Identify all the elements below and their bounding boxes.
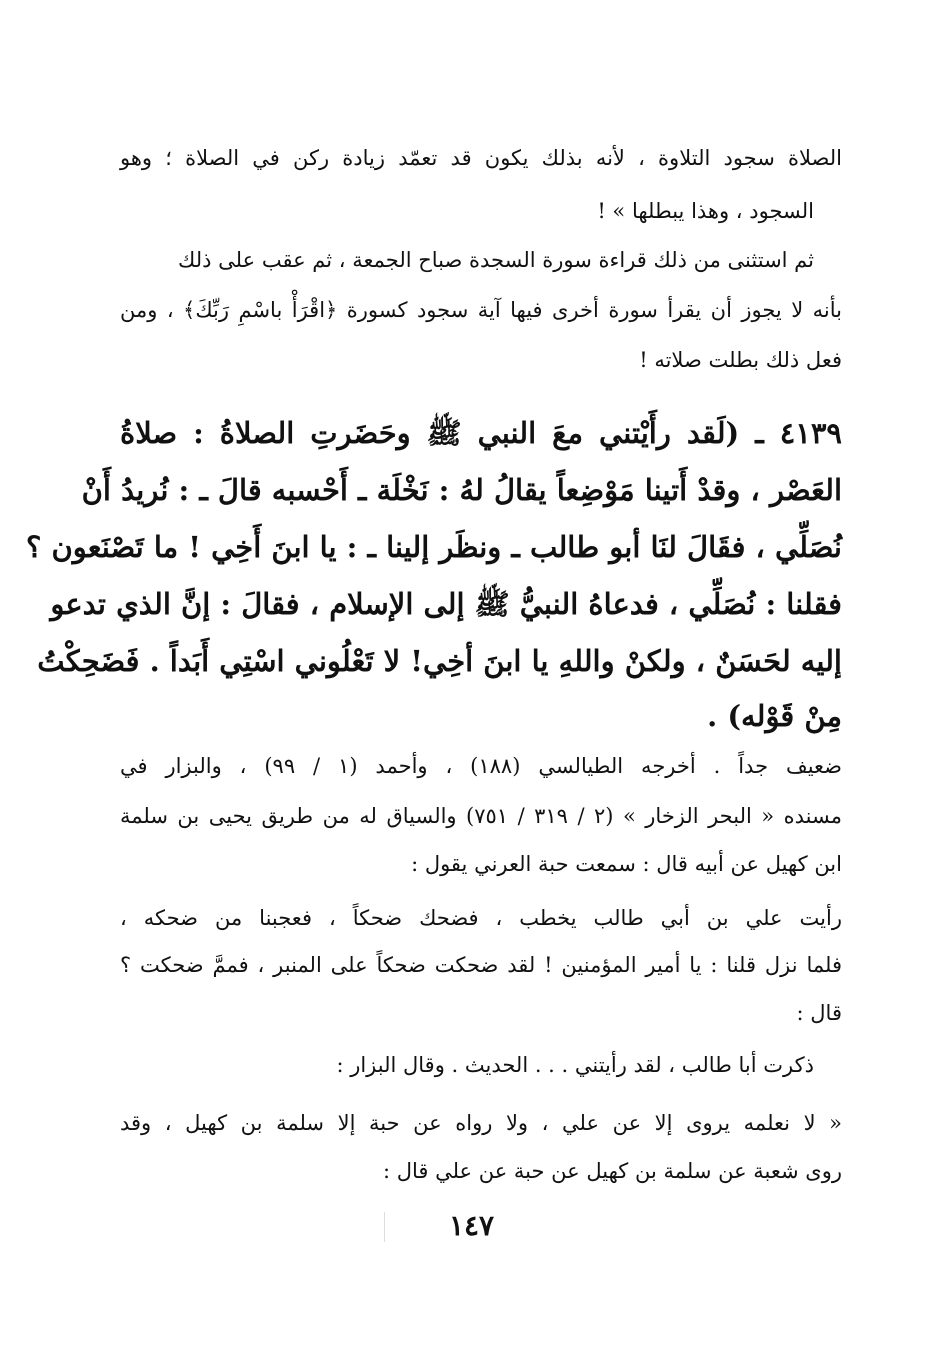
page-number: ١٤٧	[448, 1209, 495, 1242]
narration-line-2: فلما نزل قلنا : يا أمير المؤمنين ! لقد ضحكت ضحكاً على المنبر ، فممَّ ضحكت ؟	[120, 953, 842, 977]
paragraph-2-line-3: فعل ذلك بطلت صلاته !	[639, 348, 842, 372]
takhrij-line-2: مسنده « البحر الزخار » (٢ / ٣١٩ / ٧٥١) والسياق له من طريق يحيى بن سلمة	[120, 804, 842, 828]
quote-line-1: ذكرت أبا طالب ، لقد رأيتني . . . الحديث . وقال البزار :	[336, 1053, 814, 1077]
takhrij-line-3: ابن كهيل عن أبيه قال : سمعت حبة العرني يقول :	[411, 852, 842, 876]
takhrij-line-1: ضعيف جداً . أخرجه الطيالسي (١٨٨) ، وأحمد (١ / ٩٩) ، والبزار في	[120, 754, 843, 778]
hadith-line-1: ٤١٣٩ ـ (لَقد رأَيْتني معَ النبي ﷺ وحَضَرتِ الصلاةُ : صلاةُ	[120, 416, 842, 450]
hadith-line-6: مِنْ قَوْله) .	[707, 699, 842, 733]
paragraph-1-line-2: السجود ، وهذا يبطلها » !	[597, 199, 814, 223]
hadith-line-5: إليه لحَسَنٌ ، ولكنْ واللهِ يا ابنَ أخِي! لا تَعْلُوني اسْتِي أَبَداً . فَضَحِكْتُ	[37, 644, 842, 678]
bazzar-line-2: روى شعبة عن سلمة بن كهيل عن حبة عن علي قال :	[382, 1159, 842, 1183]
hadith-line-2: العَصْر ، وقدْ أَتينا مَوْضِعاً يقالُ لهُ : نَخْلَة ـ أَحْسبه قالَ ـ : نُريدُ أَنْ	[81, 473, 842, 507]
bazzar-line-1: « لا نعلمه يروى إلا عن علي ، ولا رواه عن حبة إلا سلمة بن كهيل ، وقد	[120, 1111, 842, 1135]
paragraph-2-line-1: ثم استثنى من ذلك قراءة سورة السجدة صباح الجمعة ، ثم عقب على ذلك	[178, 248, 814, 272]
paragraph-1-line-1: الصلاة سجود التلاوة ، لأنه بذلك يكون قد تعمّد زيادة ركن في الصلاة ؛ وهو	[120, 146, 842, 170]
paragraph-2-line-2: بأنه لا يجوز أن يقرأ سورة أخرى فيها آية سجود كسورة ﴿اقْرَأْ باسْمِ رَبِّكَ﴾ ، ومن	[120, 298, 842, 322]
hadith-line-3: نُصَلِّي ، فقَالَ لنَا أبو طالب ـ ونظَر إلينا ـ : يا ابنَ أَخِي ! ما تَصْنَعون ؟	[26, 530, 842, 564]
hadith-line-4: فقلنا : نُصَلِّي ، فدعاهُ النبيُّ ﷺ إلى الإسلام ، فقالَ : إنَّ الذي تدعو	[50, 587, 842, 621]
narration-line-1: رأيت علي بن أبي طالب يخطب ، فضحك ضحكاً ، فعجبنا من ضحكه ،	[120, 906, 842, 930]
narration-line-3: قال :	[796, 1001, 842, 1025]
